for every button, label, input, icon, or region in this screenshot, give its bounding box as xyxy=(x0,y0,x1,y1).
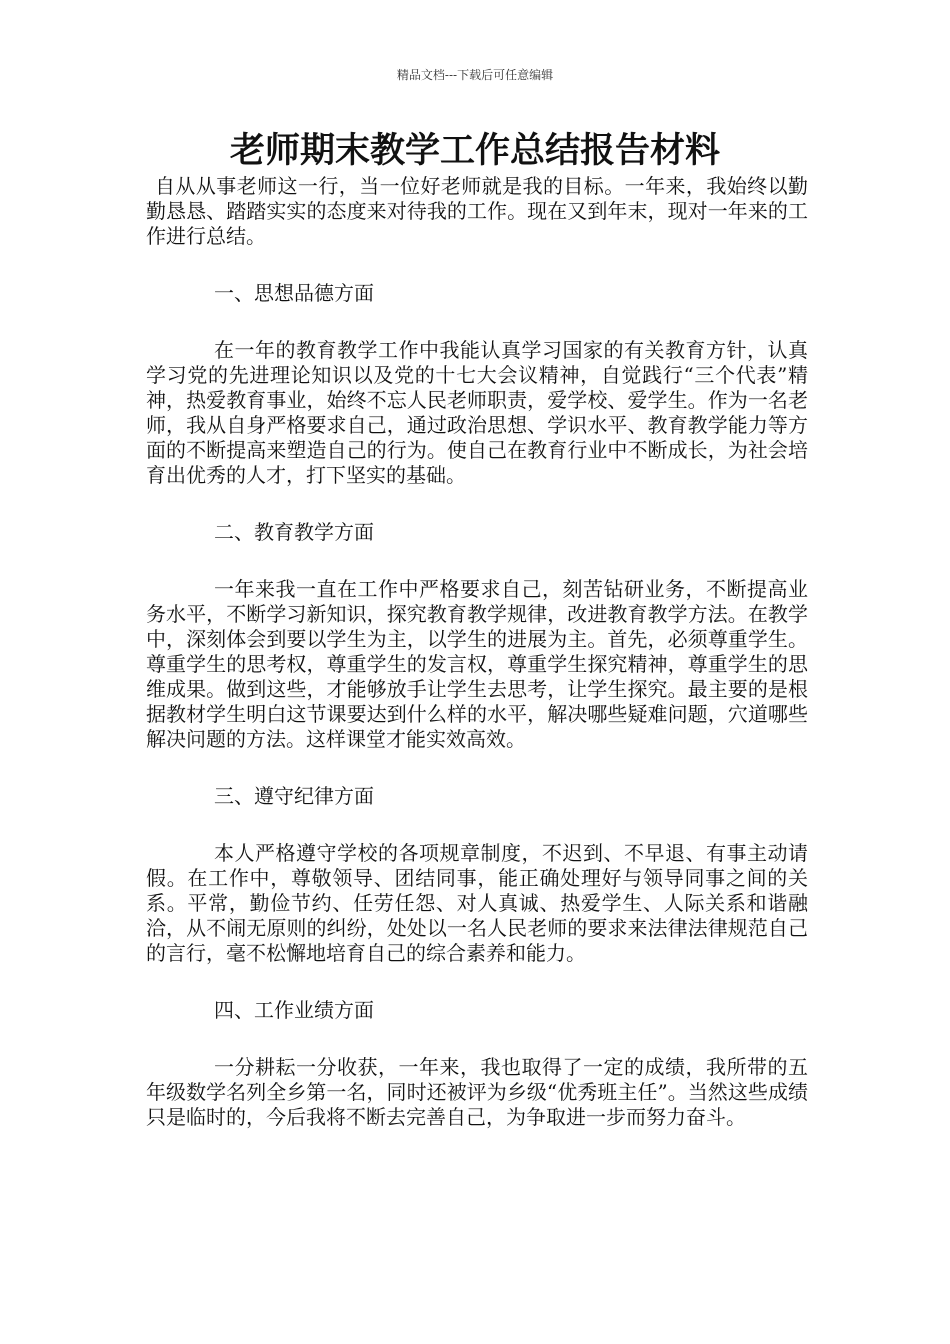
section-heading-achievements: 四、工作业绩方面 xyxy=(214,998,374,1022)
section-heading-teaching: 二、教育教学方面 xyxy=(214,520,374,544)
section-body-discipline: 本人严格遵守学校的各项规章制度，不迟到、不早退、有事主动请假。在工作中，尊敬领导、团结同事，能正确处理好与领导同事之间的关系。平常，勤俭节约、任劳任怨、对人真诚、热爱学生、人际关系和谐融洽，从不闹无原则的纠纷，处处以一名人民老师的要求来法律法律规范自己的言行，毫不松懈地培育自己的综合素养和能力。 xyxy=(146,841,808,965)
document-body xyxy=(146,174,808,1162)
page-header-note: 精品文档---下载后可任意编辑 xyxy=(396,68,554,82)
intro-paragraph: 自从从事老师这一行，当一位好老师就是我的目标。一年来，我始终以勤勤恳恳、踏踏实实的态度来对待我的工作。现在又到年末，现对一年来的工作进行总结。 xyxy=(146,174,808,248)
document-title: 老师期末教学工作总结报告材料 xyxy=(229,131,720,171)
section-heading-discipline: 三、遵守纪律方面 xyxy=(214,784,374,808)
section-body-teaching: 一年来我一直在工作中严格要求自己，刻苦钻研业务，不断提高业务水平，不断学习新知识，探究教育教学规律，改进教育教学方法。在教学中，深刻体会到要以学生为主，以学生的进展为主。首先，必须尊重学生。尊重学生的思考权，尊重学生的发言权，尊重学生探究精神，尊重学生的思维成果。做到这些，才能够放手让学生去思考，让学生探究。最主要的是根据教材学生明白这节课要达到什么样的水平，解决哪些疑难问题，穴道哪些解决问题的方法。这样课堂才能实效高效。 xyxy=(146,577,808,751)
section-body-ideology: 在一年的教育教学工作中我能认真学习国家的有关教育方针，认真学习党的先进理论知识以及党的十七大会议精神，自觉践行“三个代表”精神，热爱教育事业，始终不忘人民老师职责，爱学校、爱学生。作为一名老师，我从自身严格要求自己，通过政治思想、学识水平、教育教学能力等方面的不断提高来塑造自己的行为。使自己在教育行业中不断成长，为社会培育出优秀的人才，打下坚实的基础。 xyxy=(146,338,808,487)
section-body-achievements: 一分耕耘一分收获，一年来，我也取得了一定的成绩，我所带的五年级数学名列全乡第一名，同时还被评为乡级“优秀班主任”。当然这些成绩只是临时的，今后我将不断去完善自己，为争取进一步而努力奋斗。 xyxy=(146,1055,808,1129)
section-heading-ideology: 一、思想品德方面 xyxy=(214,281,374,305)
